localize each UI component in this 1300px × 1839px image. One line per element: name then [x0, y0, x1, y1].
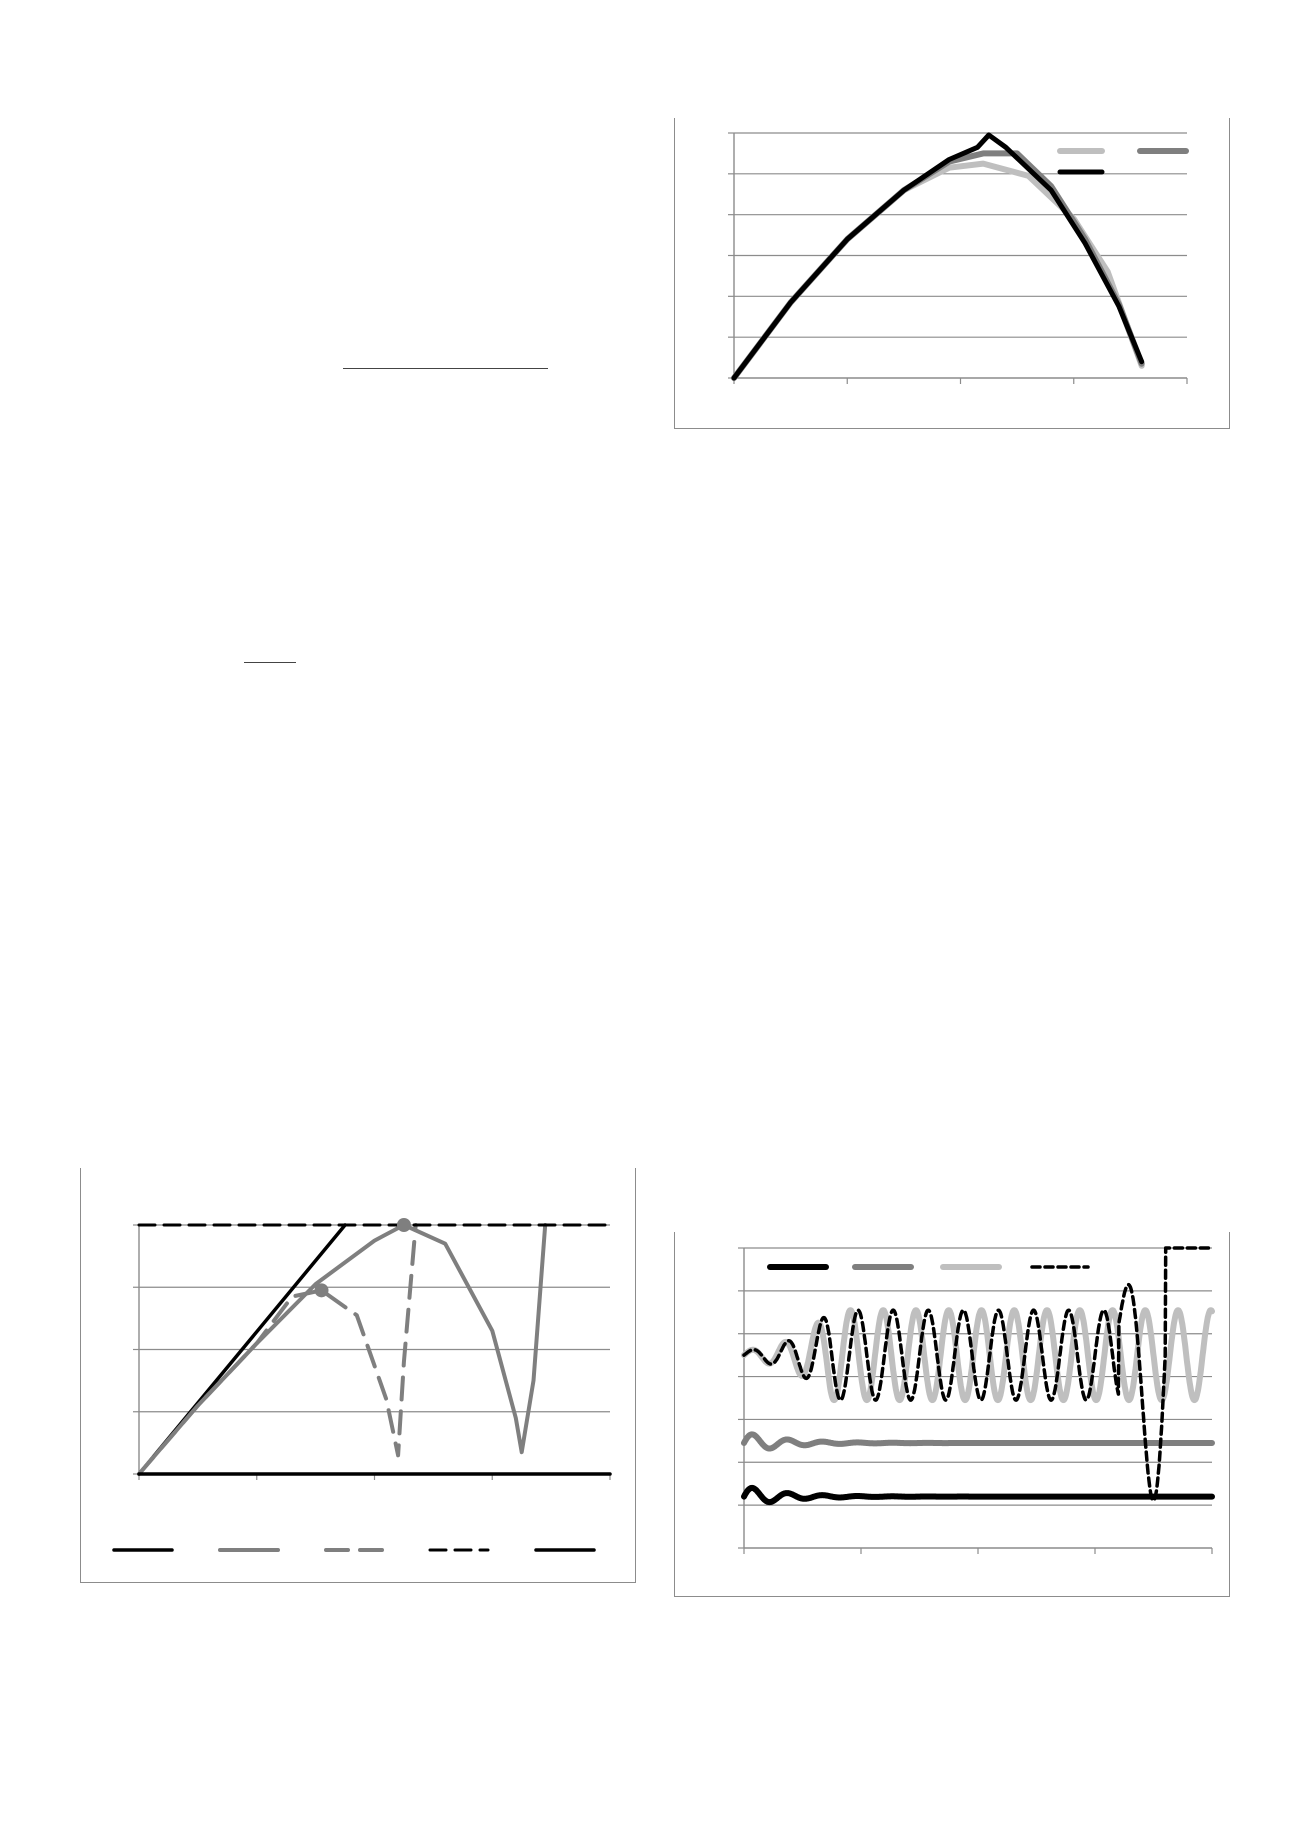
chart-top-right	[728, 133, 1187, 384]
series-line-2	[734, 153, 1142, 378]
data-point-2	[397, 1218, 411, 1232]
chart-bottom-left	[114, 1218, 610, 1550]
series-line-1	[744, 1488, 1212, 1502]
series-line-1	[734, 164, 1142, 378]
chart-bottom-right	[738, 1248, 1212, 1554]
data-point-1	[315, 1283, 329, 1297]
series-line-2	[744, 1434, 1212, 1448]
